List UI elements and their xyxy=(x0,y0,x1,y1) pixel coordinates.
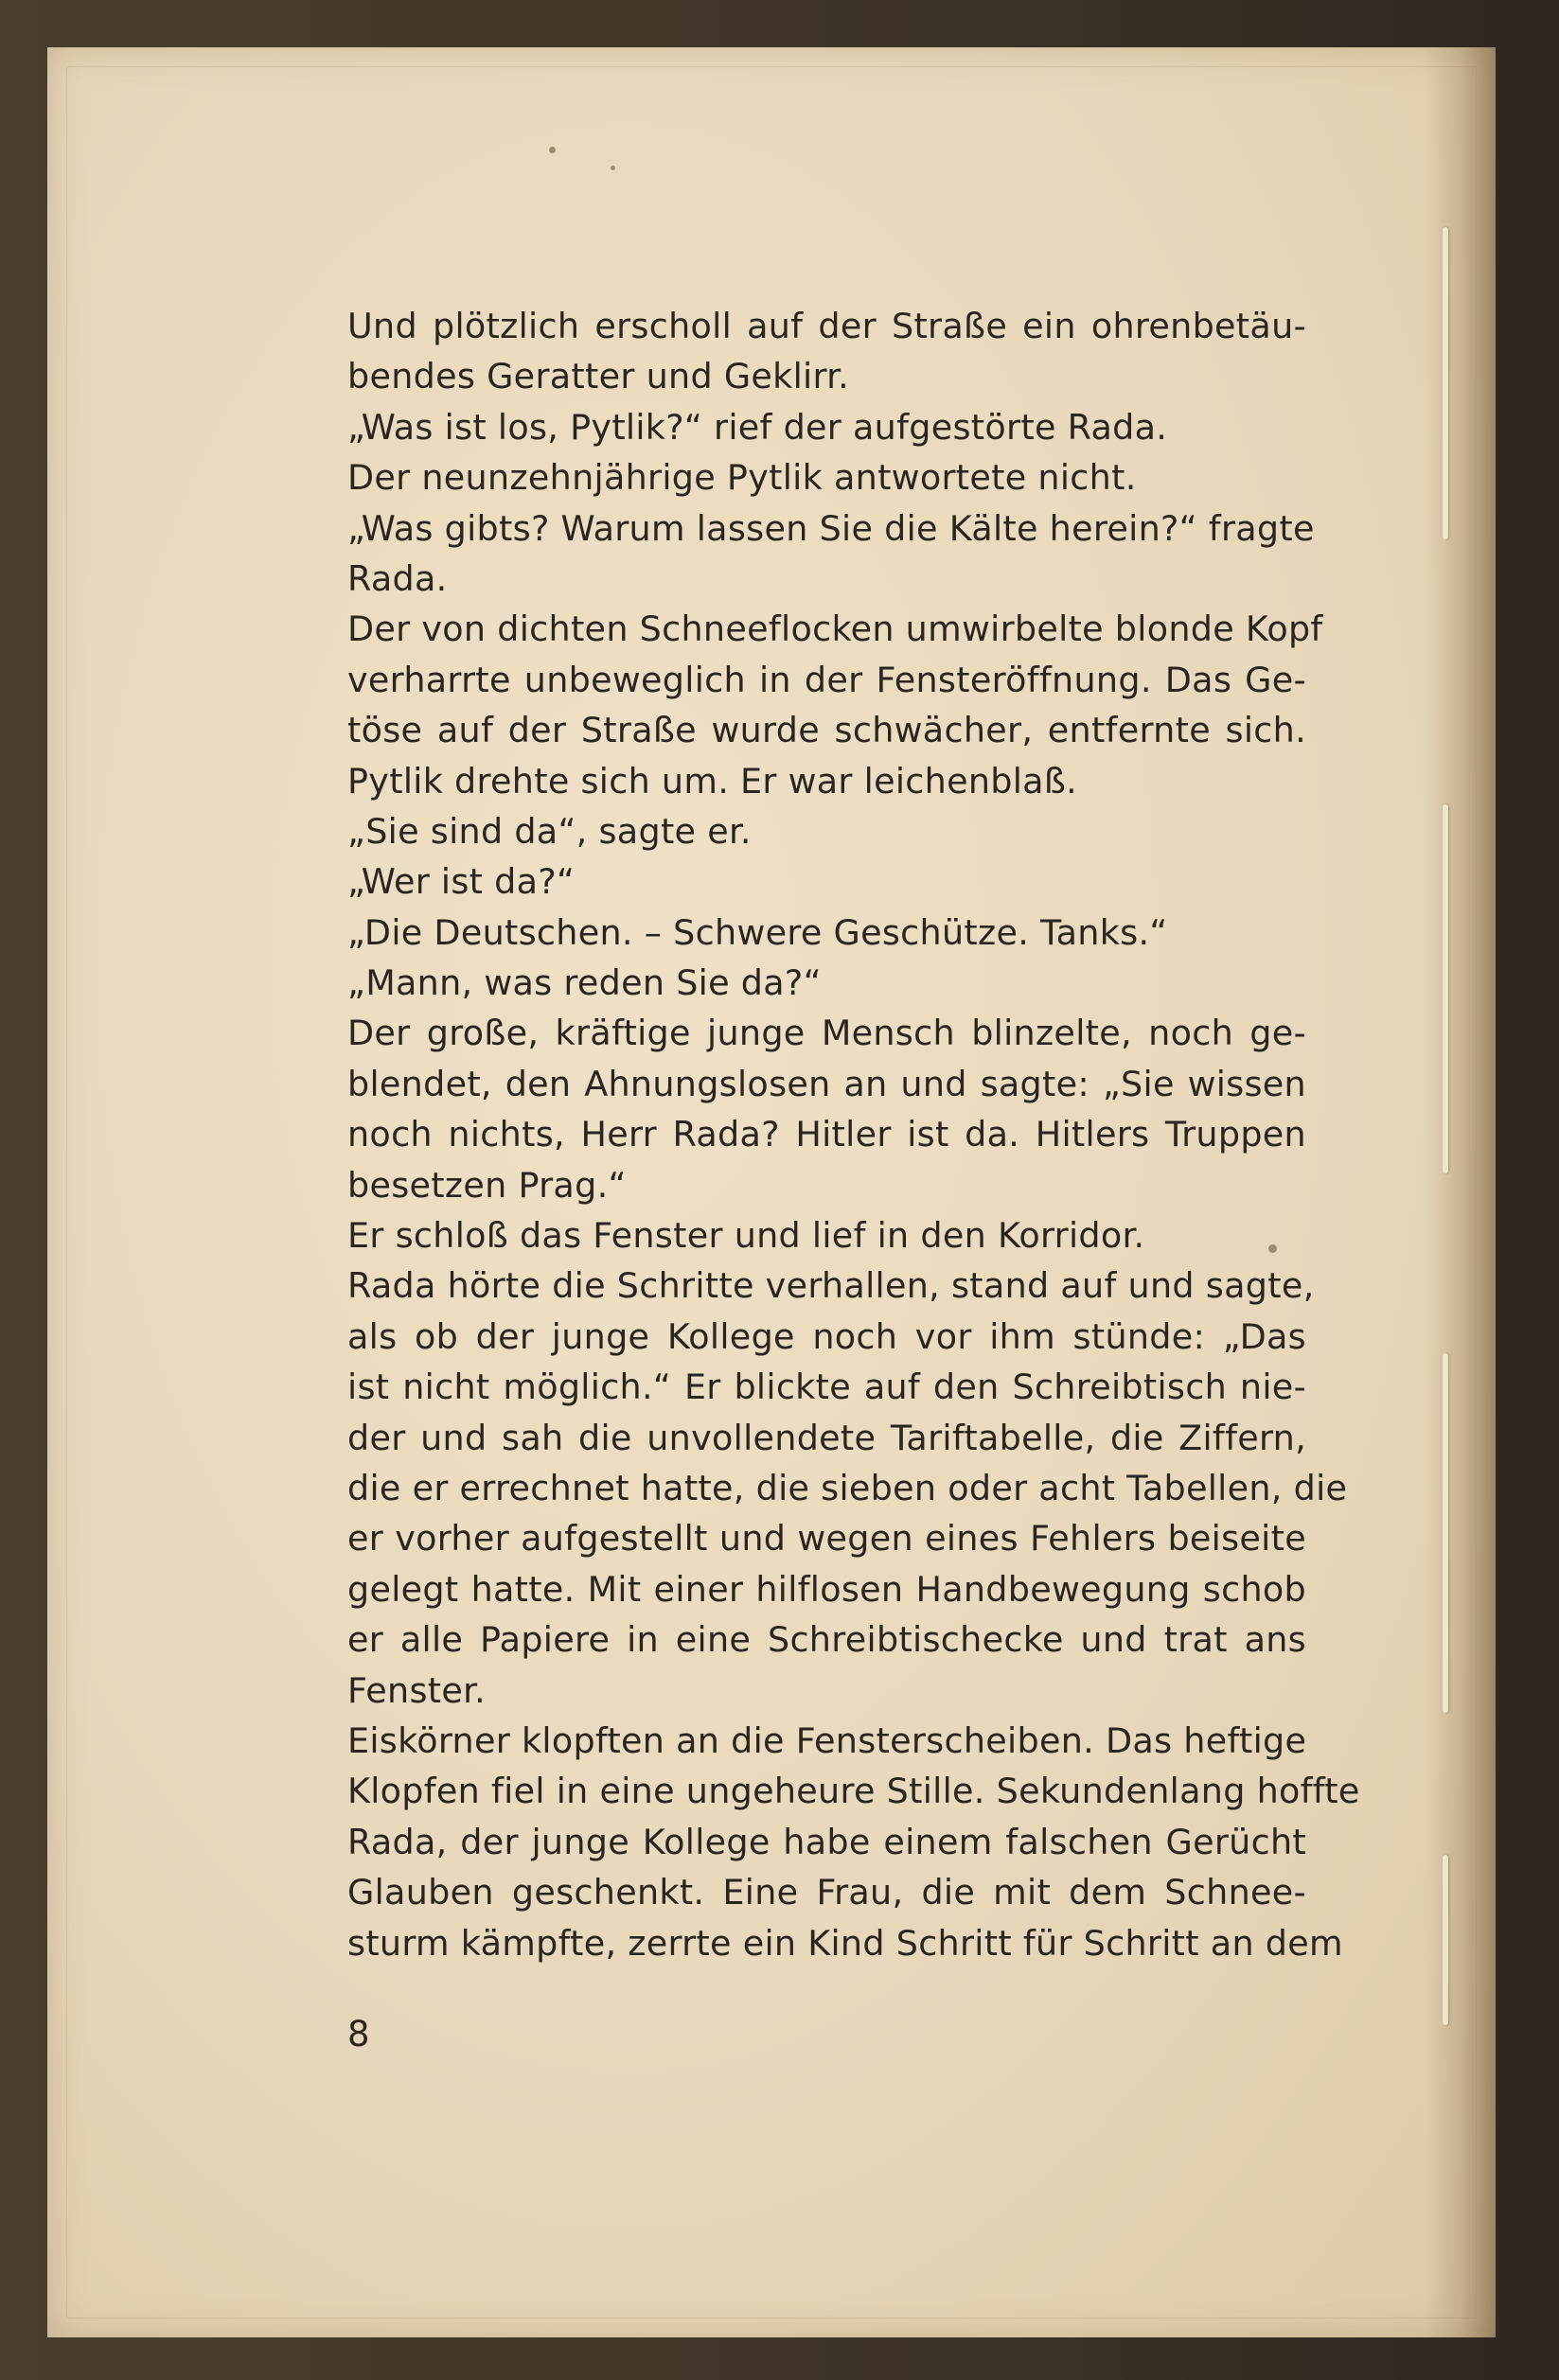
text-line: „Was gibts? Warum lassen Sie die Kälte herein?“ fragte xyxy=(347,507,1315,549)
text-line: er vorher aufgestellt und wegen eines Fehlers beiseite xyxy=(347,1518,1306,1560)
text-line: „Sie sind da“, sagte er. xyxy=(347,810,752,852)
text-line: „Die Deutschen. – Schwere Geschütze. Tanks.“ xyxy=(347,911,1168,953)
text-line: ist nicht möglich.“ Er blickte auf den Schreibtisch nie- xyxy=(347,1366,1306,1408)
text-line: Glauben geschenkt. Eine Frau, die mit dem Schnee- xyxy=(347,1872,1306,1913)
text-line: noch nichts, Herr Rada? Hitler ist da. Hitlers Truppen xyxy=(347,1114,1306,1155)
text-line: Rada hörte die Schritte verhallen, stand auf und sagte, xyxy=(347,1265,1315,1307)
binding-stitch xyxy=(1443,804,1448,1173)
text-line: blendet, den Ahnungslosen an und sagte: „Sie wissen xyxy=(347,1063,1306,1104)
text-line: als ob der junge Kollege noch vor ihm stünde: „Das xyxy=(347,1315,1306,1357)
paper-speck xyxy=(549,147,556,153)
text-line: der und sah die unvollendete Tariftabelle, die Ziffern, xyxy=(347,1417,1306,1458)
text-line: „Wer ist da?“ xyxy=(347,861,576,903)
text-line: töse auf der Straße wurde schwächer, entfernte sich. xyxy=(347,710,1306,751)
text-line: Rada, der junge Kollege habe einem falschen Gerücht xyxy=(347,1821,1306,1862)
text-line: Und plötzlich erscholl auf der Straße ein ohrenbetäu- xyxy=(347,306,1306,346)
paper-speck xyxy=(611,166,615,170)
text-line: Er schloß das Fenster und lief in den Korridor. xyxy=(347,1215,1145,1257)
text-line: sturm kämpfte, zerrte ein Kind Schritt für Schritt an dem xyxy=(347,1922,1343,1964)
text-line: die er errechnet hatte, die sieben oder acht Tabellen, die xyxy=(347,1467,1348,1508)
text-line: besetzen Prag.“ xyxy=(347,1164,627,1206)
text-line: Rada. xyxy=(347,557,448,599)
text-line: Der von dichten Schneeflocken umwirbelte blonde Kopf xyxy=(347,608,1323,650)
text-line: „Mann, was reden Sie da?“ xyxy=(347,962,822,1004)
text-line: Fenster. xyxy=(347,1669,487,1711)
text-line: verharrte unbeweglich in der Fensteröffnung. Das Ge- xyxy=(347,659,1306,700)
page-number: 8 xyxy=(347,2014,370,2054)
text-line: Klopfen fiel in eine ungeheure Stille. Sekundenlang hoffte xyxy=(347,1771,1360,1812)
text-line: bendes Geratter und Geklirr. xyxy=(347,356,850,397)
body-text xyxy=(347,301,1360,1968)
text-line: er alle Papiere in eine Schreibtischecke und trat ans xyxy=(347,1619,1306,1661)
text-line: Eiskörner klopften an die Fensterscheiben. Das heftige xyxy=(347,1719,1307,1761)
text-line: Pytlik drehte sich um. Er war leichenblaß. xyxy=(347,760,1078,802)
text-line: „Was ist los, Pytlik?“ rief der aufgestörte Rada. xyxy=(347,406,1168,448)
binding-stitch xyxy=(1443,1855,1448,2025)
binding-stitch xyxy=(1443,227,1448,539)
text-line: Der große, kräftige junge Mensch blinzelte, noch ge- xyxy=(347,1013,1306,1054)
text-line: gelegt hatte. Mit einer hilflosen Handbewegung schob xyxy=(347,1568,1306,1610)
binding-stitch xyxy=(1443,1353,1448,1713)
book-spine xyxy=(1425,47,1496,2337)
text-line: Der neunzehnjährige Pytlik antwortete nicht. xyxy=(347,457,1137,499)
